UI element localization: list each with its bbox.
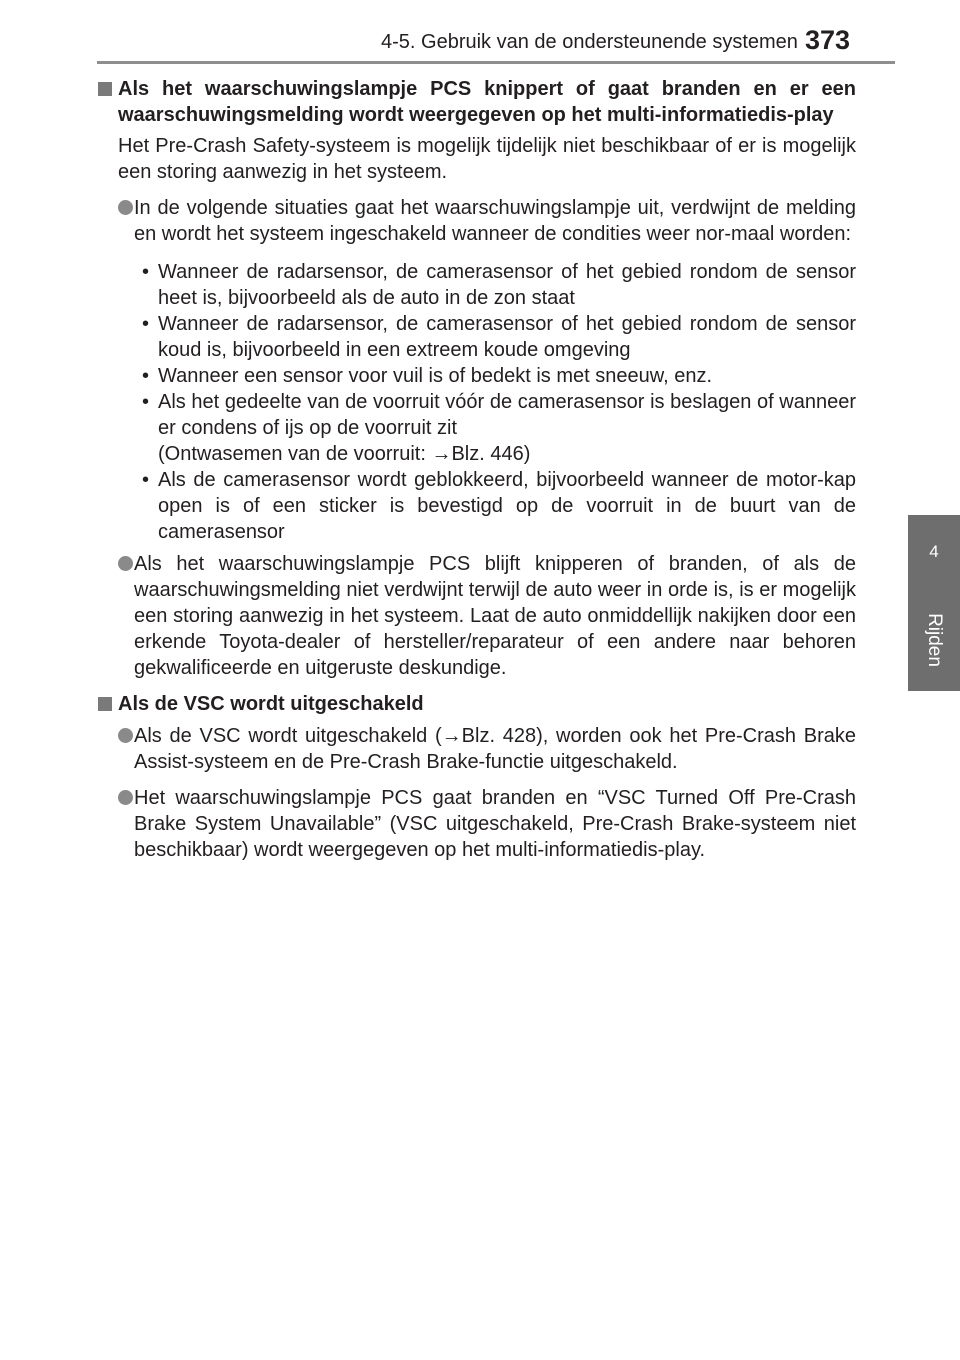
condition-item xyxy=(134,259,856,311)
chapter-tab-label: Rijden xyxy=(924,613,945,667)
section-title: 4-5. Gebruik van de ondersteunende systemen xyxy=(381,31,798,53)
list-item xyxy=(118,195,856,247)
page-content xyxy=(98,76,856,863)
condition-item xyxy=(134,311,856,363)
chapter-tab-number: 4 xyxy=(929,542,939,561)
list-item xyxy=(118,551,856,681)
condition-item xyxy=(134,389,856,467)
dot-bullet-icon: • xyxy=(142,391,150,413)
page-reference: (Ontwasemen van de voorruit: →Blz. 446) xyxy=(158,443,531,465)
list-item-text: Als het waarschuwingslampje PCS blijft knipperen of branden, of als de waarschuwingsmelding niet verdwijnt terwijl de auto weer in orde is, is er mogelijk een storing aanwezig in het systeem. Laat de auto onmiddellijk nakijken door een erkende Toyota-dealer of hersteller/reparateur of een andere naar behoren gekwalificeerde en uitgeruste deskundige. xyxy=(134,553,856,679)
circle-bullet-icon xyxy=(118,790,133,805)
circle-bullet-icon xyxy=(118,728,133,743)
condition-item xyxy=(134,467,856,545)
section-heading xyxy=(98,76,856,128)
condition-text: Wanneer een sensor voor vuil is of bedekt is met sneeuw, enz. xyxy=(158,365,712,387)
section-vsc-off xyxy=(98,691,856,863)
square-bullet-icon xyxy=(98,697,112,711)
section-heading-text: Als het waarschuwingslampje PCS knippert of gaat branden en er een waarschuwingsmelding wordt weergegeven op het multi-informatiedis-play xyxy=(118,78,856,126)
header-divider xyxy=(97,61,895,64)
condition-list xyxy=(134,259,856,545)
circle-bullet-icon xyxy=(118,556,133,571)
condition-text: Wanneer de radarsensor, de camerasensor of het gebied rondom de sensor koud is, bijvoorbeeld in een extreem koude omgeving xyxy=(158,313,856,361)
page-number: 373 xyxy=(805,25,851,55)
list-item xyxy=(118,785,856,863)
list-item-text: Als de VSC wordt uitgeschakeld (→Blz. 428), worden ook het Pre-Crash Brake Assist-systeem en de Pre-Crash Brake-functie uitgeschakeld. xyxy=(134,725,856,773)
square-bullet-icon xyxy=(98,82,112,96)
dot-bullet-icon: • xyxy=(142,469,150,491)
dot-bullet-icon: • xyxy=(142,365,150,387)
condition-text: Wanneer de radarsensor, de camerasensor of het gebied rondom de sensor heet is, bijvoorbeeld als de auto in de zon staat xyxy=(158,261,856,309)
list-item-text: Het waarschuwingslampje PCS gaat branden en “VSC Turned Off Pre-Crash Brake System Unavailable” (VSC uitgeschakeld, Pre-Crash Brake-systeem niet beschikbaar) wordt weergegeven op het multi-informatiedis-play. xyxy=(134,787,856,861)
condition-text: Als het gedeelte van de voorruit vóór de camerasensor is beslagen of wanneer er condens of ijs op de voorruit zit xyxy=(158,391,856,439)
dot-bullet-icon: • xyxy=(142,313,150,335)
condition-item xyxy=(134,363,856,389)
list-item xyxy=(118,723,856,775)
list-item-text: In de volgende situaties gaat het waarschuwingslampje uit, verdwijnt de melding en wordt het systeem ingeschakeld wanneer de condities weer nor-maal worden: xyxy=(134,197,856,245)
dot-bullet-icon: • xyxy=(142,261,150,283)
section-heading-text: Als de VSC wordt uitgeschakeld xyxy=(118,693,424,715)
section-intro: Het Pre-Crash Safety-systeem is mogelijk tijdelijk niet beschikbaar of er is mogelijk een storing aanwezig in het systeem. xyxy=(118,135,856,183)
section-pcs-warning xyxy=(98,76,856,681)
circle-bullet-icon xyxy=(118,200,133,215)
section-heading xyxy=(98,691,856,717)
condition-text: Als de camerasensor wordt geblokkeerd, bijvoorbeeld wanneer de motor-kap open is of een sticker is bevestigd op de voorruit in de buurt van de camerasensor xyxy=(158,469,856,543)
